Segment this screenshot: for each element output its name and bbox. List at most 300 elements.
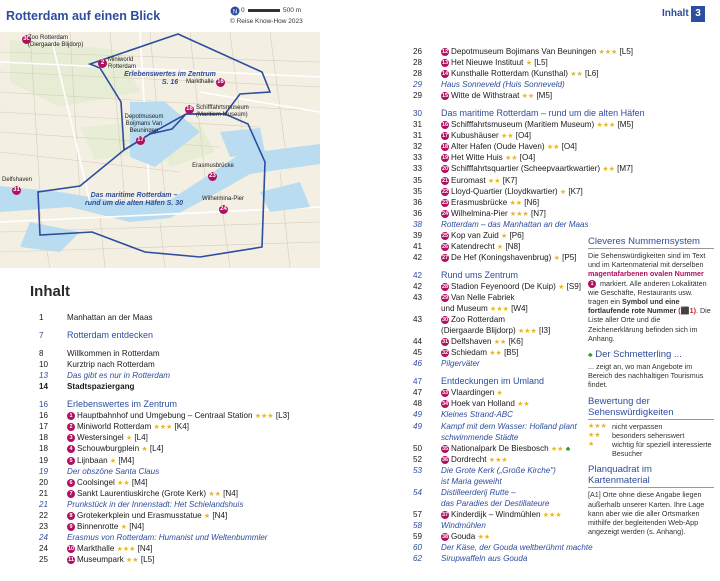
toc-page-number: 59 [413, 531, 423, 541]
toc-entry-text [67, 521, 299, 532]
toc-entry[interactable] [413, 79, 588, 90]
toc-page-number: 42 [413, 281, 423, 291]
toc-entry[interactable] [39, 432, 299, 443]
toc-page-number: 26 [413, 47, 423, 56]
toc-page-number [413, 498, 441, 509]
toc-entry-text [441, 398, 588, 409]
toc-page-number: 8 [39, 349, 44, 359]
toc-entry[interactable] [39, 488, 299, 499]
toc-entry-title: Der obszöne Santa Claus [67, 466, 160, 476]
butterfly-icon: ♣ [565, 445, 571, 453]
toc-entry-title: Van Nelle Fabriek [451, 292, 515, 302]
map-label-delfshaven: Delfshaven [2, 177, 33, 183]
grid-reference: [N7] [531, 208, 546, 218]
toc-page-number: 33 [413, 164, 423, 174]
scale-max: 500 m [283, 7, 302, 14]
toc-entry-title: Schifffahrtsquartier (Scheepvaartkwartier) [451, 164, 601, 174]
rating-stars-icon: ★★ [489, 350, 502, 358]
toc-entry[interactable] [413, 281, 588, 292]
toc-entry-text [441, 487, 588, 498]
toc-entry-title: Manhattan an der Maas [67, 313, 153, 322]
grid-reference: [M7] [617, 164, 633, 174]
toc-entry[interactable] [413, 432, 588, 443]
toc-entry[interactable] [413, 175, 588, 186]
toc-section-row[interactable] [39, 399, 299, 410]
toc-entry-text [441, 325, 588, 336]
toc-entry-title: Gouda [451, 531, 476, 541]
toc-entry-title: Sankt Laurentiuskirche (Grote Kerk) [77, 488, 207, 498]
toc-page-number: 33 [413, 153, 423, 163]
toc-entry[interactable] [39, 466, 299, 477]
rating-stars-icon: ★★ [493, 339, 507, 347]
toc-entry[interactable] [413, 46, 634, 57]
toc-entry-text [441, 241, 588, 252]
toc-entry[interactable] [39, 381, 299, 392]
rating-stars-icon: ★★ [500, 133, 514, 141]
toc-entry[interactable] [39, 443, 299, 454]
toc-entry[interactable] [413, 130, 588, 141]
toc-spacer [413, 101, 588, 108]
rating-stars-icon: ★ [109, 457, 117, 465]
toc-entry[interactable] [413, 421, 588, 432]
rating-stars-icon: ★ [203, 512, 211, 520]
sight-number-badge: 11 [68, 556, 74, 563]
toc-entry-text [441, 230, 588, 241]
toc-page-number: 47 [413, 377, 423, 387]
toc-entry-title: Rotterdam – das Manhattan an der Maas [441, 219, 589, 229]
rating-stars-icon: ★★ [550, 445, 564, 453]
toc-entry-title: Kinderdijk – Windmühlen [451, 509, 541, 519]
toc-page-number: 31 [413, 120, 423, 130]
toc-entry[interactable] [413, 336, 588, 347]
toc-entry[interactable] [39, 554, 299, 565]
rating-stars-icon: ★★ [517, 401, 530, 409]
sight-number-badge: 20 [441, 166, 449, 173]
toc-entry[interactable] [413, 252, 588, 263]
butterfly-icon: ♣ [588, 352, 593, 360]
toc-entry[interactable] [413, 163, 633, 174]
two-star-icon: ★★ [588, 431, 601, 439]
toc-entry[interactable] [413, 57, 588, 68]
toc-entry-title: Kop van Zuid [451, 230, 499, 240]
rating-stars-icon: ★★ [570, 71, 583, 79]
toc-entry[interactable] [413, 90, 588, 101]
toc-entry-text [67, 499, 299, 510]
toc-entry-title: Nationalpark De Biesbosch [451, 443, 549, 453]
grid-reference: [K7] [568, 186, 583, 196]
toc-entry-title: Binnenrotte [77, 521, 119, 531]
toc-entry[interactable] [413, 152, 588, 163]
toc-entry[interactable] [413, 141, 588, 152]
toc-entry-text [441, 197, 588, 208]
rating-stars-icon: ★ [125, 435, 133, 443]
toc-page-number: 21 [39, 488, 49, 498]
toc-entry-text [67, 477, 299, 488]
toc-entry-title: Alter Hafen (Oude Haven) [451, 142, 545, 152]
sight-number-badge: 10 [67, 545, 75, 552]
toc-entry[interactable] [413, 443, 588, 454]
toc-entry-text [441, 108, 645, 119]
toc-entry[interactable] [413, 553, 588, 564]
sight-number-badge: 27 [441, 254, 449, 261]
toc-column-1 [39, 312, 299, 565]
toc-page-number [413, 432, 441, 443]
city-map [0, 32, 320, 268]
toc-entry[interactable] [413, 241, 588, 252]
toc-entry[interactable] [413, 465, 588, 476]
toc-entry[interactable] [413, 314, 588, 325]
rating-stars-icon: ★★★ [116, 545, 136, 553]
grid-reference: [M5] [536, 91, 553, 101]
map-marker-2[interactable]: 2 [98, 59, 107, 68]
sight-number-badge: 3 [67, 434, 75, 442]
toc-entry-title: Lloyd-Quartier (Lloydkwartier) [451, 186, 558, 196]
running-header: Inhalt [662, 8, 689, 19]
toc-page-number: 52 [413, 454, 423, 464]
toc-page-number: 18 [39, 433, 49, 443]
toc-entry-title: Coolsingel [77, 477, 115, 487]
rating-label: wichtig für speziell interessierte Besucher [612, 440, 712, 459]
toc-entry-text [441, 347, 588, 358]
toc-entry[interactable] [413, 230, 588, 241]
toc-entry[interactable] [413, 542, 593, 553]
grid-reference: [L6] [585, 69, 599, 79]
toc-entry[interactable] [39, 370, 299, 381]
toc-entry-text [441, 432, 588, 443]
toc-entry[interactable] [413, 292, 588, 303]
toc-entry-title: Depotmuseum Bojimans Van Beuningen [451, 47, 597, 56]
toc-entry-title: Kunsthalle Rotterdam (Kunsthal) [451, 69, 568, 79]
legend-text-bold: Symbol und eine fortlaufende rote Nummer [588, 297, 680, 316]
toc-entry[interactable] [39, 499, 299, 510]
legend-grid-text [588, 490, 714, 536]
toc-entry[interactable] [413, 208, 588, 219]
sight-number-badge: 33 [441, 390, 449, 397]
toc-page-number: 29 [413, 91, 423, 101]
toc-entry-title: De Hef (Koningshavenbrug) [451, 252, 552, 262]
toc-entry-text [67, 359, 299, 370]
scale-zero: 0 [241, 7, 245, 14]
toc-page-number: 54 [413, 487, 423, 497]
sight-number-badge: 26 [441, 243, 449, 250]
toc-page-number: 16 [39, 411, 49, 421]
toc-entry-title: Het Nieuwe Instituut [451, 58, 524, 68]
sight-number-badge: 5 [67, 457, 75, 465]
grid-reference: [O4] [519, 153, 536, 163]
toc-page-number: 28 [413, 69, 423, 79]
toc-entry-title: Witte de Withstraat [451, 91, 520, 101]
grid-reference: [I3] [539, 326, 551, 336]
toc-entry-title: das Paradies der Destillateure [441, 498, 550, 508]
toc-entry-text [67, 466, 299, 477]
sight-number-badge: 17 [441, 133, 449, 140]
toc-entry[interactable] [39, 421, 299, 432]
sight-number-badge: 2 [67, 423, 75, 431]
toc-spacer [39, 341, 299, 348]
toc-page-number: 1 [39, 313, 44, 322]
toc-entry[interactable] [413, 119, 634, 130]
toc-entry[interactable] [39, 532, 299, 543]
rating-stars-icon: ★ [559, 188, 567, 196]
toc-entry-title: (Diergaarde Blijdorp) [441, 326, 516, 336]
toc-page-number: 58 [413, 520, 423, 530]
toc-entry-title: Sirupwaffeln aus Gouda [441, 554, 528, 564]
rating-stars-icon: ★★★ [542, 511, 562, 519]
toc-entry[interactable] [39, 348, 299, 359]
sight-number-badge: 37 [441, 511, 449, 518]
toc-page-number: 44 [413, 337, 423, 347]
rating-stars-icon: ★★ [117, 479, 130, 487]
rating-stars-icon: ★★ [509, 199, 523, 207]
toc-entry[interactable] [413, 520, 588, 531]
grid-reference: [L4] [134, 433, 148, 443]
grid-reference: [L4] [149, 444, 164, 454]
map-area-zentrum: Erlebenswertes im Zentrum S. 16 [124, 71, 216, 86]
toc-spacer [413, 369, 588, 376]
toc-page-number: 18 [39, 444, 49, 454]
toc-entry-text [67, 432, 299, 443]
toc-entry[interactable] [39, 477, 299, 488]
toc-entry-title: Kleines Strand-ABC [441, 410, 513, 420]
toc-page-number: 46 [413, 359, 423, 369]
toc-page-number: 7 [39, 331, 44, 341]
toc-entry[interactable] [413, 347, 588, 358]
toc-entry[interactable] [39, 312, 299, 323]
rating-stars-icon: ★★★ [596, 122, 616, 130]
sight-number-badge: 13 [441, 60, 449, 67]
toc-entry-title: Markthalle [77, 543, 115, 553]
map-marker-30[interactable]: 30 [23, 36, 30, 42]
three-star-icon: ★★★ [588, 422, 607, 430]
toc-entry[interactable] [413, 509, 588, 520]
rating-stars-icon: ★★★ [517, 328, 537, 336]
sight-number-badge: 21 [441, 177, 449, 184]
sight-number-badge: 29 [441, 294, 449, 301]
toc-entry-title: Kampf mit dem Wasser: Holland plant [441, 421, 577, 431]
toc-entry-title: Erasmus von Rotterdam: Humanist und Weltenbummler [67, 532, 268, 542]
toc-entry[interactable] [413, 454, 588, 465]
sight-number-badge: 28 [441, 283, 449, 290]
legend-heading-rating: Bewertung der Sehenswürdigkeiten [588, 396, 714, 420]
toc-entry-text [67, 421, 299, 432]
toc-entry-title: Schouwburgplein [77, 444, 140, 454]
toc-entry-title: Erasmusbrücke [451, 197, 508, 207]
page-number: 3 [691, 6, 705, 22]
toc-entry-text [441, 387, 588, 398]
sight-number-badge: 38 [441, 533, 449, 540]
toc-entry-title: Haus Sonneveld (Huis Sonneveld) [441, 80, 565, 90]
toc-page-number: 20 [39, 477, 49, 487]
toc-entry[interactable] [413, 531, 588, 542]
grid-reference: [M4] [131, 477, 148, 487]
grid-reference: [P6] [509, 230, 524, 240]
toc-entry-title: Euromast [451, 175, 486, 185]
rating-stars-icon: ★ [500, 232, 508, 240]
toc-entry-title: Grotekerkplein und Erasmusstatue [77, 510, 202, 520]
toc-entry[interactable] [39, 543, 299, 554]
toc-entry-text [441, 498, 588, 509]
map-marker-23[interactable]: 23 [209, 173, 216, 179]
toc-entry-title: Schifffahrtsmuseum (Maritiem Museum) [451, 120, 595, 130]
map-marker-17[interactable]: 17 [137, 137, 144, 143]
toc-entry-title: Der Käse, der Gouda weltberühmt machte [441, 543, 593, 553]
grid-reference: [K7] [502, 175, 518, 185]
toc-entry-title: Vlaardingen [451, 388, 495, 398]
toc-page-number: 45 [413, 348, 423, 358]
toc-entry-text [441, 553, 588, 564]
sight-number-badge: 12 [441, 49, 449, 55]
toc-entry-text [441, 358, 588, 369]
toc-page-number: 36 [413, 197, 423, 207]
grid-reference: [P5] [562, 252, 577, 262]
toc-entry[interactable] [39, 521, 299, 532]
toc-section-row[interactable] [39, 330, 299, 341]
rating-stars-icon: ★ [553, 254, 560, 262]
toc-page-number: 53 [413, 465, 423, 475]
sight-number-badge: 19 [441, 155, 449, 162]
sight-number-badge: 25 [441, 232, 449, 239]
toc-page-number: 10 [39, 360, 49, 370]
toc-entry-text [441, 79, 588, 90]
sight-number-badge: 6 [67, 479, 75, 487]
toc-entry-title: Distilleerderij Rutte – [441, 487, 516, 497]
rating-stars-icon: ★★ [602, 166, 615, 174]
legend-heading-grid: Planquadrat im Kartenmaterial [588, 464, 714, 488]
toc-entry[interactable] [39, 510, 299, 521]
toc-entry[interactable] [413, 186, 588, 197]
toc-entry-text [441, 443, 588, 454]
grid-reference: [O4] [561, 142, 577, 152]
sight-number-badge: 1 [67, 412, 75, 420]
rating-stars-icon: ★★ [126, 556, 139, 564]
toc-entry[interactable] [39, 410, 299, 421]
toc-entry-title: Windmühlen [441, 520, 486, 530]
map-marker-18[interactable]: 18 [186, 106, 193, 112]
toc-entry-text [441, 409, 588, 420]
toc-entry-title: Kubushäuser [451, 131, 499, 141]
toc-entry[interactable] [413, 487, 588, 498]
toc-entry-title: Rund ums Zentrum [441, 269, 519, 280]
toc-page-number: 19 [39, 455, 49, 465]
toc-page-number [413, 303, 441, 314]
toc-page-number: 31 [413, 131, 423, 141]
toc-entry-text [67, 330, 299, 341]
toc-entry[interactable] [413, 398, 588, 409]
toc-page-number: 30 [413, 109, 423, 119]
toc-entry-title: Kurztrip nach Rotterdam [67, 360, 155, 370]
toc-page-number: 42 [413, 270, 423, 280]
toc-entry-title: Katendrecht [451, 241, 495, 251]
toc-page-number: 28 [413, 58, 423, 68]
grid-reference: [O4] [515, 131, 532, 141]
toc-entry-title: Schiedam [451, 348, 487, 358]
sight-number-badge: 30 [441, 317, 449, 324]
toc-entry-title: Zoo Rotterdam [451, 315, 505, 325]
toc-page-number: 38 [413, 219, 423, 229]
sight-number-badge: 9 [67, 523, 75, 531]
toc-entry[interactable] [413, 498, 588, 509]
toc-page-number: 19 [39, 466, 49, 476]
toc-entry[interactable] [413, 68, 599, 79]
toc-entry-text [67, 370, 299, 381]
toc-entry-text [441, 542, 593, 553]
toc-page-number: 24 [39, 532, 49, 542]
rating-stars-icon: ★★ [504, 155, 518, 163]
toc-entry[interactable] [413, 303, 588, 314]
toc-entry-text [441, 68, 599, 79]
grid-reference: [L5] [534, 58, 548, 68]
sight-number-badge: 31 [441, 339, 449, 346]
toc-entry-text [67, 312, 299, 323]
grid-reference: [N4] [137, 543, 153, 553]
map-marker-31[interactable]: 31 [13, 187, 20, 193]
toc-entry-title: Wilhelmina-Pier [451, 208, 508, 218]
rating-label: besonders sehenswert [612, 430, 685, 440]
grid-reference: [N4] [129, 521, 145, 531]
toc-page-number: 50 [413, 443, 423, 453]
rating-stars-icon: ★★ [546, 144, 560, 152]
toc-entry-text [441, 292, 588, 303]
toc-page-number [413, 325, 441, 336]
map-label-zoo: Zoo Rotterdam (Diergaarde Blijdorp) [28, 35, 84, 48]
toc-section-row[interactable] [413, 376, 588, 387]
toc-entry[interactable] [39, 455, 299, 466]
toc-entry[interactable] [413, 197, 588, 208]
toc-entry-text [441, 454, 588, 465]
toc-spacer [413, 263, 588, 270]
toc-entry-title: Dordrecht [451, 454, 487, 464]
toc-entry[interactable] [413, 325, 588, 336]
toc-entry[interactable] [413, 358, 588, 369]
rating-stars-icon: ★ [141, 446, 148, 454]
map-marker-16[interactable]: 16 [217, 79, 224, 85]
toc-entry-text [441, 119, 633, 130]
toc-entry[interactable] [413, 476, 588, 487]
toc-entry[interactable] [39, 359, 299, 370]
toc-entry-title: und Museum [441, 304, 488, 314]
sight-number-badge: 36 [441, 456, 449, 463]
toc-page-number: 49 [413, 421, 423, 431]
toc-entry[interactable] [413, 219, 588, 230]
toc-entry-title: Miniworld Rotterdam [77, 422, 152, 432]
map-marker-24[interactable]: 24 [220, 206, 227, 212]
sight-number-badge: 18 [441, 144, 449, 151]
toc-entry-title: Das maritime Rotterdam – rund um die alten Häfen [441, 108, 645, 119]
toc-entry[interactable] [413, 409, 588, 420]
map-copyright: © Reise Know-How 2023 [230, 18, 303, 25]
sight-number-badge: 14 [441, 71, 449, 78]
toc-entry-text [441, 281, 588, 292]
rating-stars-icon: ★ [120, 523, 127, 531]
toc-entry-text [67, 455, 299, 466]
toc-spacer [39, 392, 299, 399]
toc-entry-text [441, 46, 633, 57]
one-star-icon: ★ [588, 441, 595, 449]
map-area-maritim: Das maritime Rotterdam – rund um die alten Häfen S. 30 [84, 192, 184, 207]
map-label-wilhelmina: Wilhelmina-Pier [201, 196, 244, 202]
toc-section-row[interactable] [413, 108, 645, 119]
toc-entry-title: Erlebenswertes im Zentrum [67, 399, 178, 410]
grid-reference: [N6] [524, 197, 540, 207]
toc-entry-text [441, 219, 589, 230]
toc-entry-title: Museumpark [77, 554, 124, 564]
grid-reference: [L5] [140, 554, 155, 564]
toc-title: Inhalt [30, 283, 70, 300]
toc-section-row[interactable] [413, 270, 588, 281]
magenta-badge-icon: 1 [588, 280, 596, 288]
rating-stars-icon: ★★★ [509, 210, 529, 218]
toc-entry[interactable] [413, 387, 588, 398]
